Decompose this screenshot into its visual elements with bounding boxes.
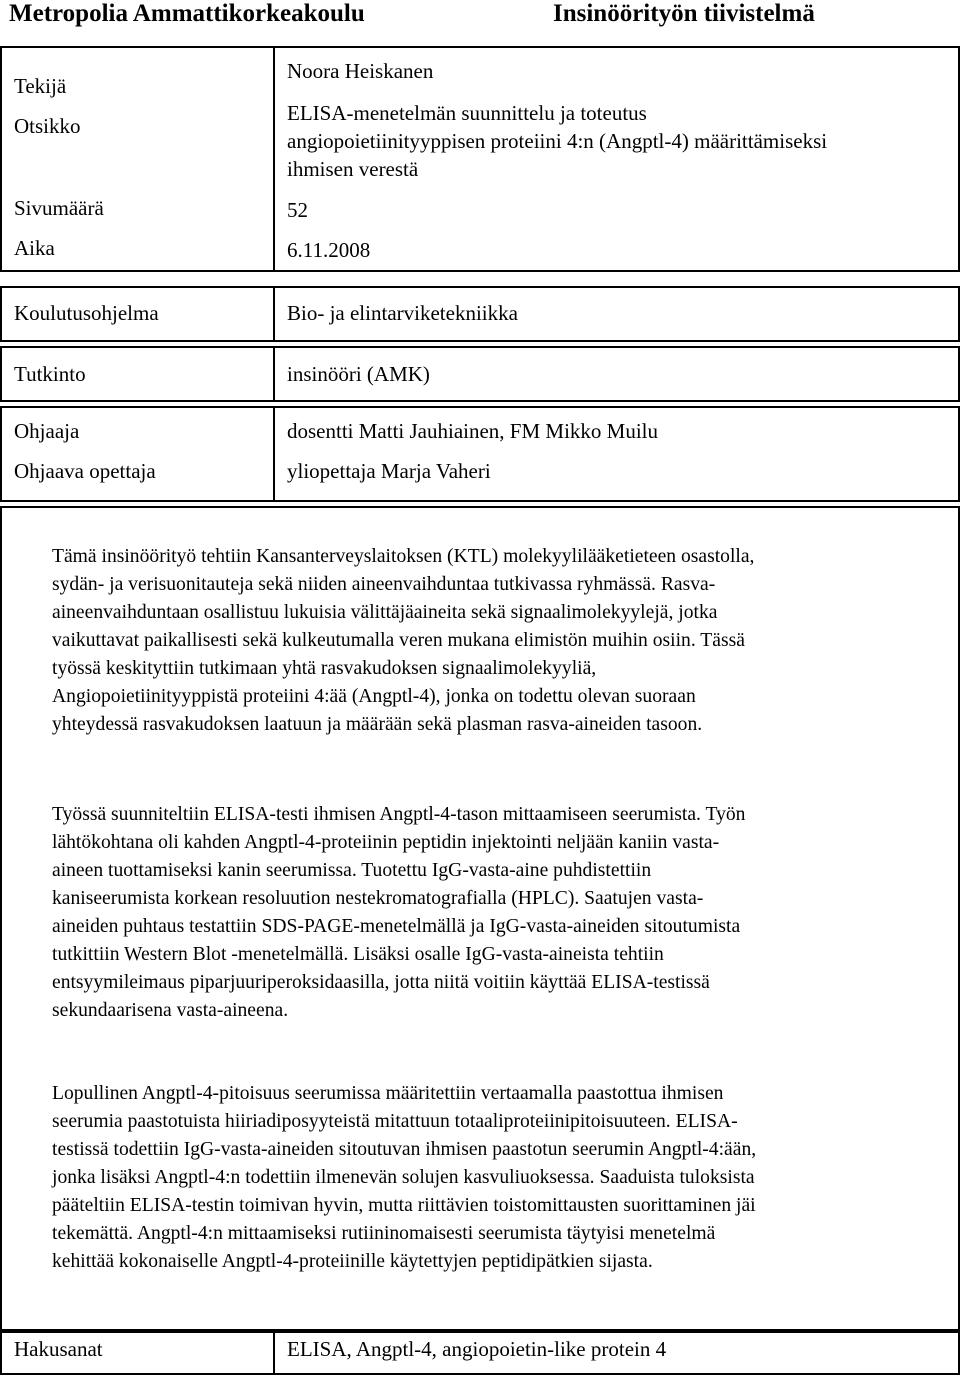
abstract-line: vaikuttavat paikallisesti sekä kulkeutumalla veren mukana elimistön muihin osiin. Tässä: [52, 630, 745, 651]
abstract-line: lähtökohtana oli kahden Angptl-4-proteiinin peptidin injektointi neljään kaniin vasta-: [52, 832, 720, 853]
abstract-line: Tämä insinöörityö tehtiin Kansanterveyslaitoksen (KTL) molekyylilääketieteen osastolla,: [52, 546, 755, 567]
supervisor-value: dosentti Matti Jauhiainen, FM Mikko Muilu: [287, 419, 658, 443]
abstract-line: kehittää kokonaiselle Angptl-4-proteiinille käytettyjen peptidipätkien sijasta.: [52, 1251, 653, 1272]
meta-box: [0, 46, 960, 272]
abstract-line: työssä keskityttiin tutkimaan yhtä rasvakudoksen signaalimolekyyliä,: [52, 658, 597, 679]
degree-value: insinööri (AMK): [287, 362, 430, 386]
abstract-line: tekemättä. Angptl-4:n mittaamiseksi rutiininomaisesti seerumista täytyisi menetelmä: [52, 1223, 716, 1244]
date-value: 6.11.2008: [287, 238, 371, 262]
abstract-line: kaniseerumista korkean resoluution nestekromatografialla (HPLC). Saatujen vasta-: [52, 888, 704, 909]
program-label: Koulutusohjelma: [14, 301, 159, 325]
author-value: Noora Heiskanen: [287, 59, 434, 83]
title-line-3: ihmisen verestä: [287, 157, 419, 181]
abstract-line: tutkittiin Western Blot -menetelmällä. Lisäksi osalle IgG-vasta-aineista tehtiin: [52, 944, 664, 965]
abstract-line: aineiden puhtaus testattiin SDS-PAGE-menetelmällä ja IgG-vasta-aineiden sitoutumista: [52, 916, 741, 937]
abstract-line: jonka lisäksi Angptl-4:n todettiin ilmenevän solujen kasvuliuoksessa. Saaduista tuloksista: [52, 1167, 755, 1188]
page-header: [0, 0, 960, 40]
abstract-line: Angiopoietiinityyppistä proteiini 4:ää (Angptl-4), jonka on todettu olevan suoraan: [52, 686, 696, 707]
abstract-line: yhteydessä rasvakudoksen laatuun ja määrään sekä plasman rasva-aineiden tasoon.: [52, 714, 703, 735]
abstract-line: aineen tuottamiseksi kanin seerumissa. Tuotettu IgG-vasta-aine puhdistettiin: [52, 860, 652, 881]
supervisors-divider: [273, 406, 275, 502]
keywords-label: Hakusanat: [14, 1337, 103, 1361]
teacher-value: yliopettaja Marja Vaheri: [287, 459, 491, 483]
abstract-line: aineenvaihduntaan osallistuu lukuisia välittäjäaineita sekä signaalimolekyylejä, jotka: [52, 602, 718, 623]
keywords-value: ELISA, Angptl-4, angiopoietin-like protein 4: [287, 1337, 667, 1361]
abstract-line: testissä todettiin IgG-vasta-aineiden sitoutuvan ihmisen paastotun seerumin Angptl-4:ään,: [52, 1139, 757, 1160]
pages-value: 52: [287, 198, 308, 222]
author-label: Tekijä: [14, 74, 67, 98]
degree-box: [0, 346, 960, 402]
keywords-divider: [273, 1331, 275, 1375]
institution-name: Metropolia Ammattikorkeakoulu: [9, 0, 365, 27]
abstract-line: pääteltiin ELISA-testin toimivan hyvin, mutta riittävien toistomittausten suorittaminen jäi: [52, 1195, 756, 1216]
abstract-line: Lopullinen Angptl-4-pitoisuus seerumissa määritettiin vertaamalla paastottua ihmisen: [52, 1083, 724, 1104]
title-line-2: angiopoietiinityyppisen proteiini 4:n (Angptl-4) määrittämiseksi: [287, 129, 828, 153]
title-line-1: ELISA-menetelmän suunnittelu ja toteutus: [287, 101, 647, 125]
supervisor-label: Ohjaaja: [14, 419, 80, 443]
date-label: Aika: [14, 236, 55, 260]
degree-label: Tutkinto: [14, 362, 86, 386]
abstract-line: Työssä suunniteltiin ELISA-testi ihmisen Angptl-4-tason mittaamiseen seerumista. Työn: [52, 804, 746, 825]
pages-label: Sivumäärä: [14, 196, 104, 220]
abstract-paragraph-2: [52, 801, 948, 1025]
meta-divider: [273, 46, 275, 272]
teacher-label: Ohjaava opettaja: [14, 459, 156, 483]
abstract-line: sydän- ja verisuonitauteja sekä niiden aineenvaihduntaa tutkivassa ryhmässä. Rasva-: [52, 574, 716, 595]
document-type: Insinöörityön tiivistelmä: [553, 0, 815, 27]
program-value: Bio- ja elintarviketekniikka: [287, 301, 518, 325]
abstract-paragraph-3: [52, 1080, 948, 1276]
degree-divider: [273, 346, 275, 402]
abstract-paragraph-1: [52, 543, 948, 739]
abstract-line: entsyymileimaus piparjuuriperoksidaasilla, jotta niitä voitiin käyttää ELISA-testissä: [52, 972, 710, 993]
abstract-line: seerumia paastotuista hiiriadiposyyteistä mitattuun totaaliproteiinipitoisuuteen. ELISA-: [52, 1111, 738, 1132]
program-divider: [273, 286, 275, 342]
title-label: Otsikko: [14, 114, 81, 138]
abstract-line: sekundaarisena vasta-aineena.: [52, 1000, 289, 1021]
